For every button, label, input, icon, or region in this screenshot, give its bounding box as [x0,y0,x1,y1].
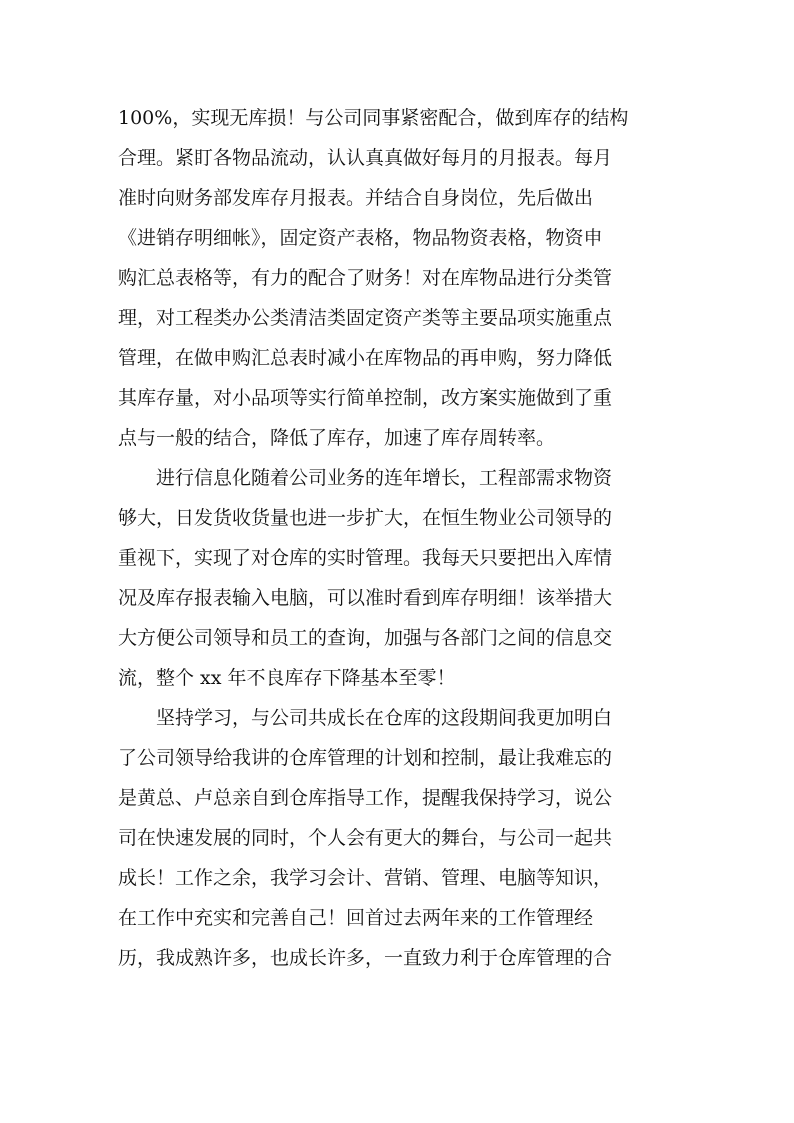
text-line: 大方便公司领导和员工的查询，加强与各部门之间的信息交 [118,627,613,649]
text-line: 是黄总、卢总亲自到仓库指导工作，提醒我保持学习，说公 [118,787,613,809]
document-body [118,98,683,978]
text-line: 够大，日发货收货量也进一步扩大，在恒生物业公司领导的 [118,507,613,529]
text-line: 流，整个 xx 年不良库存下降基本至零！ [118,667,456,689]
text-line: 《进销存明细帐》，固定资产表格，物品物资表格，物资申 [118,227,603,249]
paragraph-informatization [118,458,683,698]
text-line: 合理。紧盯各物品流动，认认真真做好每月的月报表。每月 [118,147,613,169]
text-line: 了公司领导给我讲的仓库管理的计划和控制，最让我难忘的 [118,747,613,769]
text-line: 理，对工程类办公类清洁类固定资产类等主要品项实施重点 [118,307,613,329]
text-line: 100%，实现无库损！与公司同事紧密配合，做到库存的结构 [118,107,629,129]
text-line: 点与一般的结合，降低了库存，加速了库存周转率。 [118,427,556,449]
text-line: 重视下，实现了对仓库的实时管理。我每天只要把出入库情 [118,547,613,569]
text-line: 准时向财务部发库存月报表。并结合自身岗位，先后做出 [118,187,594,209]
paragraph-inventory-management [118,98,683,458]
text-line: 成长！工作之余，我学习会计、营销、管理、电脑等知识， [118,867,613,889]
text-line-indented: 进行信息化随着公司业务的连年增长，工程部需求物资 [156,467,613,489]
text-line: 其库存量，对小品项等实行简单控制，改方案实施做到了重 [118,387,613,409]
text-line: 购汇总表格等，有力的配合了财务！对在库物品进行分类管 [118,267,613,289]
text-line: 况及库存报表输入电脑，可以准时看到库存明细！该举措大 [118,587,613,609]
text-line-indented: 坚持学习，与公司共成长在仓库的这段期间我更加明白 [156,707,613,729]
text-line: 历，我成熟许多，也成长许多，一直致力利于仓库管理的合 [118,947,613,969]
text-line: 司在快速发展的同时，个人会有更大的舞台，与公司一起共 [118,827,613,849]
text-line: 在工作中充实和完善自己！回首过去两年来的工作管理经 [118,907,594,929]
paragraph-continuous-learning [118,698,683,978]
text-line: 管理，在做申购汇总表时减小在库物品的再申购，努力降低 [118,347,613,369]
